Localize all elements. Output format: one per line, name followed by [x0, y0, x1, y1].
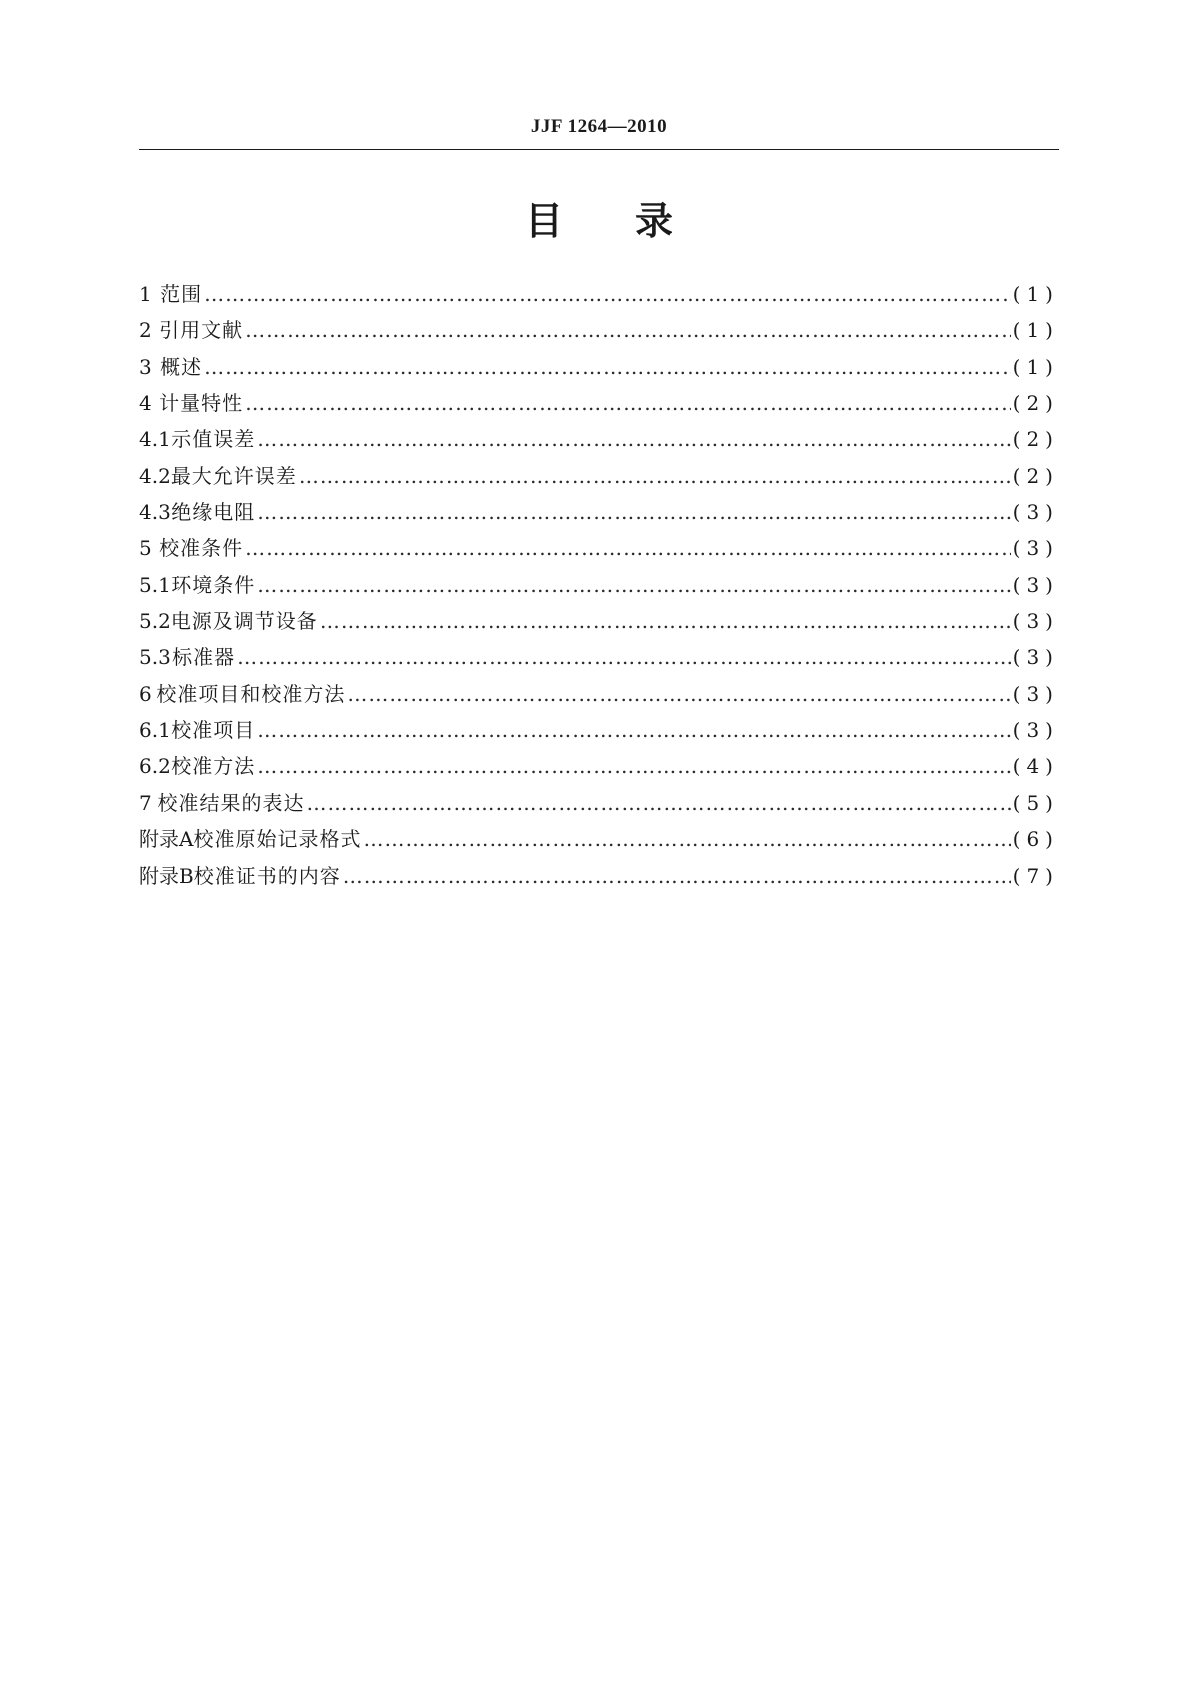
- toc-entry-label: 引用文献: [159, 318, 244, 343]
- page-title-char-2: 录: [635, 199, 674, 243]
- toc-entry[interactable]: [139, 858, 1059, 894]
- toc-entry-number: 4.1: [139, 427, 171, 452]
- toc-entry-page: (3): [1012, 718, 1059, 743]
- toc-entry[interactable]: [139, 530, 1059, 566]
- toc-entry-page: (3): [1012, 681, 1059, 706]
- toc-entry-page: (3): [1012, 536, 1059, 561]
- toc-entry-page: (3): [1012, 609, 1059, 634]
- toc-entry-page: (3): [1012, 645, 1059, 670]
- toc-dot-leader: [343, 858, 1011, 894]
- toc-dot-leader: [320, 603, 1011, 639]
- toc-dot-leader: [306, 785, 1010, 821]
- toc-dot-leader: [245, 312, 1011, 348]
- toc-entry-label: 标准器: [172, 645, 236, 670]
- toc-entry-label: 校准条件: [159, 536, 244, 561]
- toc-entry-label: 环境条件: [171, 572, 256, 597]
- toc-entry-number: 5.3: [139, 645, 171, 670]
- toc-entry-label: 校准证书的内容: [193, 863, 341, 888]
- toc-entry-page: (1): [1012, 318, 1059, 343]
- toc-entry-page: (1): [1012, 354, 1059, 379]
- page-title: [139, 196, 1059, 246]
- toc-entry[interactable]: [139, 639, 1059, 675]
- toc-entry-number: 7: [139, 790, 152, 815]
- header-divider: [139, 149, 1059, 150]
- toc-dot-leader: [257, 567, 1010, 603]
- toc-dot-leader: [204, 276, 1011, 312]
- toc-entry-page: (2): [1012, 463, 1059, 488]
- toc-dot-leader: [257, 748, 1010, 784]
- toc-entry-number: 附录B: [139, 863, 194, 888]
- toc-entry-label: 校准结果的表达: [157, 790, 305, 815]
- toc-dot-leader: [245, 530, 1011, 566]
- toc-entry-number: 5: [139, 536, 152, 561]
- toc-entry[interactable]: [139, 458, 1059, 494]
- toc-entry[interactable]: [139, 785, 1059, 821]
- toc-entry-number: 5.1: [139, 572, 171, 597]
- toc-entry-page: (3): [1012, 572, 1059, 597]
- toc-entry-page: (2): [1012, 391, 1059, 416]
- toc-entry-number: 4.2: [139, 463, 171, 488]
- toc-entry-page: (7): [1012, 863, 1059, 888]
- toc-entry-number: 5.2: [139, 609, 171, 634]
- toc-entry-number: 附录A: [139, 827, 194, 852]
- toc-entry-label: 概述: [160, 354, 203, 379]
- toc-entry[interactable]: [139, 494, 1059, 530]
- toc-dot-leader: [257, 712, 1010, 748]
- toc-entry[interactable]: [139, 676, 1059, 712]
- toc-entry-number: 2: [139, 318, 152, 343]
- toc-entry-label: 校准项目和校准方法: [156, 681, 346, 706]
- toc-entry-number: 6.2: [139, 754, 171, 779]
- page-title-char-1: 目: [524, 199, 563, 243]
- toc-dot-leader: [204, 349, 1011, 385]
- toc-entry-label: 校准方法: [171, 754, 256, 779]
- toc-entry-label: 校准原始记录格式: [193, 827, 362, 852]
- toc-entry-number: 6.1: [139, 718, 171, 743]
- toc-entry-page: (1): [1012, 282, 1059, 306]
- toc-dot-leader: [245, 385, 1011, 421]
- toc-entry-label: 绝缘电阻: [171, 500, 256, 525]
- table-of-contents: [139, 276, 1059, 894]
- toc-entry-number: 6: [139, 681, 152, 706]
- toc-dot-leader: [257, 494, 1010, 530]
- toc-entry[interactable]: [139, 276, 1059, 312]
- toc-entry[interactable]: [139, 748, 1059, 784]
- toc-entry-number: 1: [139, 282, 152, 306]
- toc-entry-label: 最大允许误差: [170, 463, 297, 488]
- toc-dot-leader: [237, 639, 1011, 675]
- toc-entry-label: 计量特性: [159, 391, 244, 416]
- toc-entry-label: 电源及调节设备: [170, 609, 318, 634]
- toc-entry-number: 3: [139, 354, 152, 379]
- toc-entry[interactable]: [139, 821, 1059, 857]
- toc-entry[interactable]: [139, 349, 1059, 385]
- toc-entry-number: 4.3: [139, 500, 171, 525]
- toc-entry-page: (5): [1012, 790, 1059, 815]
- toc-entry-label: 示值误差: [171, 427, 256, 452]
- toc-entry[interactable]: [139, 712, 1059, 748]
- toc-entry-page: (2): [1012, 427, 1059, 452]
- toc-entry[interactable]: [139, 421, 1059, 457]
- toc-entry-page: (4): [1012, 754, 1059, 779]
- toc-entry-number: 4: [139, 391, 152, 416]
- toc-dot-leader: [363, 821, 1010, 857]
- toc-entry-label: 范围: [160, 282, 203, 306]
- toc-entry[interactable]: [139, 567, 1059, 603]
- document-code-header: JJF 1264—2010: [530, 116, 668, 137]
- toc-entry[interactable]: [139, 603, 1059, 639]
- toc-dot-leader: [347, 676, 1010, 712]
- toc-entry-label: 校准项目: [171, 718, 256, 743]
- toc-dot-leader: [257, 421, 1010, 457]
- toc-entry[interactable]: [139, 312, 1059, 348]
- toc-entry-page: (6): [1012, 827, 1059, 852]
- toc-dot-leader: [299, 458, 1011, 494]
- toc-entry[interactable]: [139, 385, 1059, 421]
- toc-entry-page: (3): [1012, 500, 1059, 525]
